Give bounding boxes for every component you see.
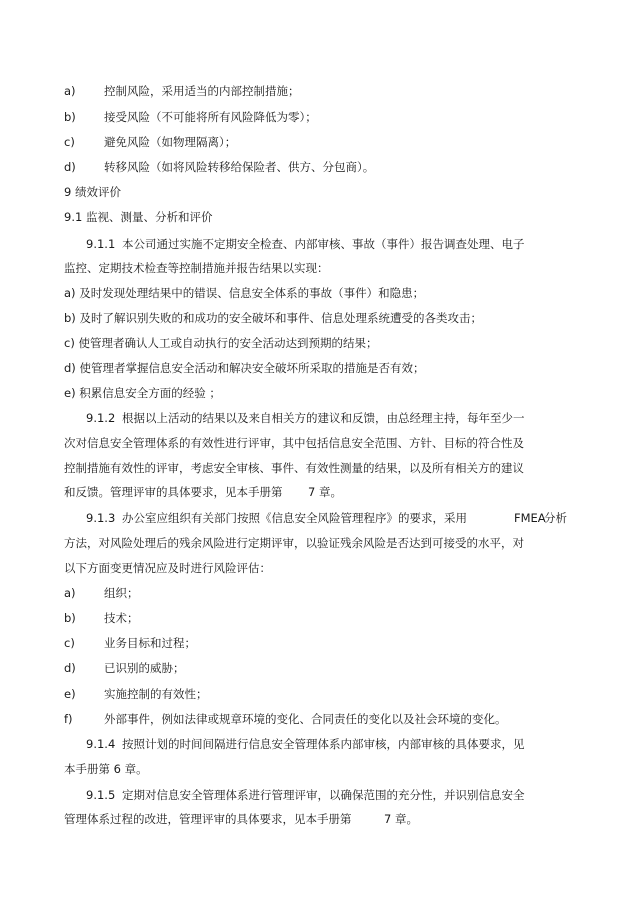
clause-number: 9.1.1 [86,237,116,251]
list-text: 转移风险（如将风险转移给保险者、供方、分包商）。 [104,160,375,174]
list-text: e) 积累信息安全方面的经验 ； [64,386,221,400]
list-text: 外部事件，例如法律或规章环境的变化、合同责任的变化以及社会环境的变化。 [104,712,507,726]
paragraph-text: 分析 [544,511,567,525]
paragraph-text: 办公室应组织有关部门按照《信息安全风险管理程序》的要求，采用 [122,511,467,525]
list-marker: a) [64,586,76,600]
list-marker: b) [64,110,76,124]
clause-number: 9.1.5 [86,788,116,802]
paragraph-text: 根据以上活动的结果以及来自相关方的建议和反馈，由总经理主持，每年至少一 [122,411,525,425]
list-marker: f) [64,712,73,726]
list-text: 接受风险（不可能将所有风险降低为零）； [104,110,317,124]
list-text: 实施控制的有效性； [104,687,208,701]
chapter-reference: 7 章。 [384,812,418,826]
paragraph-text: 次对信息安全管理体系的有效性进行评审，其中包括信息安全范围、方针、目标的符合性及 [64,436,524,450]
list-marker: c) [64,135,75,149]
paragraph-text: 按照计划的时间间隔进行信息安全管理体系内部审核，内部审核的具体要求，见 [122,737,525,751]
list-text: 业务目标和过程； [104,636,196,650]
paragraph-text: 本公司通过实施不定期安全检查、内部审核、事故（事件）报告调查处理、电子 [122,237,525,251]
list-text: b) 及时了解识别失败的和成功的安全破坏和事件、信息处理系统遭受的各类攻击； [64,311,482,325]
list-text: 组织； [104,586,139,600]
paragraph-text: 管理体系过程的改进，管理评审的具体要求，见本手册第 [64,812,352,826]
list-marker: d) [64,661,76,675]
paragraph-text: 控制措施有效性的评审，考虑安全审核、事件、有效性测量的结果，以及所有相关方的建议 [64,461,524,475]
subsection-heading-text: 9.1 监视、测量、分析和评价 [64,210,213,224]
list-marker: e) [64,687,76,701]
list-text: a) 及时发现处理结果中的错误、信息安全体系的事故（事件）和隐患； [64,286,425,300]
list-text: 控制风险，采用适当的内部控制措施； [104,84,300,98]
list-text: 技术； [104,611,139,625]
list-marker: d) [64,160,76,174]
list-marker: b) [64,611,76,625]
paragraph-text: 监控、定期技术检查等控制措施并报告结果以实现： [64,261,329,275]
list-text: 避免风险（如物理隔离）； [104,135,237,149]
paragraph-text: 本手册第 6 章。 [64,762,148,776]
list-marker: c) [64,636,75,650]
clause-number: 9.1.4 [86,737,116,751]
list-text: c) 使管理者确认人工或自动执行的安全活动达到预期的结果； [64,336,378,350]
paragraph-text: 以下方面变更情况应及时进行风险评估： [64,561,271,575]
paragraph-text: 定期对信息安全管理体系进行管理评审，以确保范围的充分性，并识别信息安全 [122,788,525,802]
paragraph-text: 方法，对风险处理后的残余风险进行定期评审，以验证残余风险是否达到可接受的水平，对 [64,536,524,550]
chapter-reference: 7 章。 [308,485,342,499]
method-name: FMEA [514,511,546,525]
section-heading-text: 9 绩效评价 [64,185,121,199]
list-text: d) 使管理者掌握信息安全活动和解决安全破坏所采取的措施是否有效； [64,361,425,375]
clause-number: 9.1.3 [86,511,116,525]
clause-number: 9.1.2 [86,411,116,425]
list-marker: a) [64,84,76,98]
list-text: 已识别的威胁； [104,661,185,675]
paragraph-text: 和反馈。管理评审的具体要求，见本手册第 [64,485,283,499]
